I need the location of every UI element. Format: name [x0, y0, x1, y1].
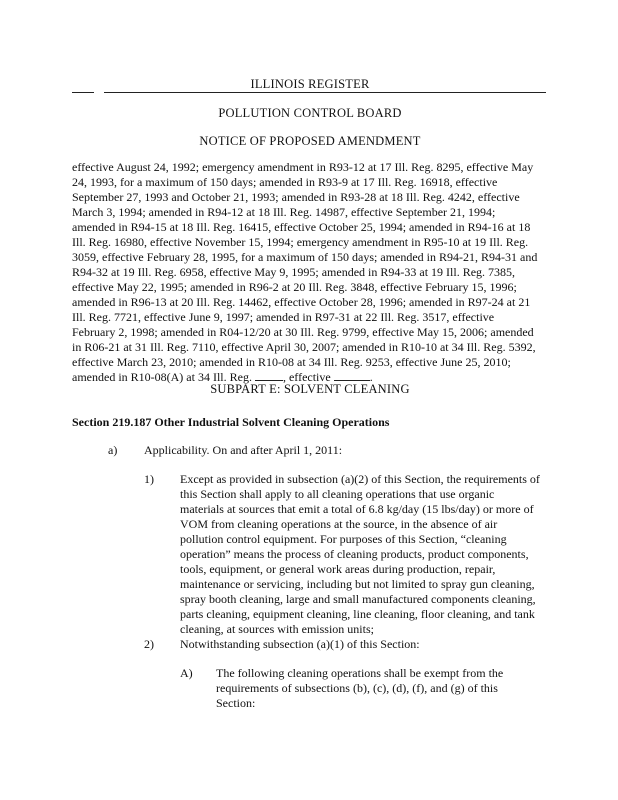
a2A-line: The following cleaning operations shall be exempt from the: [216, 666, 504, 680]
subsection-a1-text: [180, 472, 550, 637]
history-paragraph: [72, 160, 550, 385]
subsection-a1-label: 1): [144, 472, 154, 486]
history-line: effective March 23, 2010; amended in R10-08 at 34 Ill. Reg. 9253, effective June 25, 2010;: [72, 355, 511, 369]
a1-line: Except as provided in subsection (a)(2) of this Section, the requirements of: [180, 472, 540, 486]
a1-line: parts cleaning, equipment cleaning, line cleaning, floor cleaning, and tank: [180, 607, 535, 621]
a1-line: VOM from cleaning operations at the source, in the absence of air: [180, 517, 498, 531]
history-line: February 2, 1998; amended in R04-12/20 at 30 Ill. Reg. 9799, effective May 15, 2006; amended: [72, 325, 534, 339]
subsection-a-label: a): [108, 443, 118, 457]
history-line: in R06-21 at 31 Ill. Reg. 7110, effective April 30, 2007; amended in R10-10 at 34 Ill. Reg. 5392,: [72, 340, 536, 354]
history-line: amended in R94-15 at 18 Ill. Reg. 16415, effective October 25, 1994; amended in R94-16 at 18: [72, 220, 531, 234]
subsection-a2A-text: [216, 666, 536, 711]
history-line: March 3, 1994; amended in R94-12 at 18 Ill. Reg. 14987, effective September 21, 1994;: [72, 205, 496, 219]
register-page-blank: [255, 380, 283, 381]
header-rule-right: [104, 92, 546, 93]
history-line: Ill. Reg. 7721, effective June 9, 1997; amended in R97-31 at 22 Ill. Reg. 3517, effective: [72, 310, 495, 324]
effective-date-blank: [334, 380, 370, 381]
header-rule-left: [72, 92, 94, 93]
history-line: amended in R96-13 at 20 Ill. Reg. 14462, effective October 28, 1996; amended in R97-24 at 21: [72, 295, 531, 309]
a2A-line: Section:: [216, 696, 256, 710]
subsection-a2A-label: A): [180, 666, 193, 680]
a1-line: tools, equipment, or general work areas during production, repair,: [180, 562, 496, 576]
a1-line: spray booth cleaning, large and small manufactured components cleaning,: [180, 592, 536, 606]
register-title: ILLINOIS REGISTER: [250, 77, 370, 91]
a1-line: pollution control equipment. For purposes of this Section, “cleaning: [180, 532, 507, 546]
history-line: effective May 22, 1995; amended in R96-2 at 20 Ill. Reg. 3848, effective February 15, 1996;: [72, 280, 517, 294]
history-line: 3059, effective February 28, 1995, for a maximum of 150 days; amended in R94-21, R94-31 and: [72, 250, 538, 264]
history-last-mid: , effective: [282, 370, 331, 384]
history-line: 24, 1993, for a maximum of 150 days; amended in R93-9 at 17 Ill. Reg. 16918, effective: [72, 175, 498, 189]
a1-line: this Section shall apply to all cleaning operations that use organic: [180, 487, 495, 501]
history-line: R94-32 at 19 Ill. Reg. 6958, effective May 9, 1995; amended in R94-33 at 19 Ill. Reg. 7385,: [72, 265, 516, 279]
subsection-a2-text: Notwithstanding subsection (a)(1) of this Section:: [180, 637, 420, 651]
a1-line: maintenance or servicing, including but not limited to spray gun cleaning,: [180, 577, 535, 591]
history-last-start: amended in R10-08(A) at 34 Ill. Reg.: [72, 370, 252, 384]
a1-line: operation” means the process of cleaning products, product components,: [180, 547, 529, 561]
subsection-a2-label: 2): [144, 637, 154, 651]
section-heading: Section 219.187 Other Industrial Solvent Cleaning Operations: [72, 415, 390, 429]
notice-title: NOTICE OF PROPOSED AMENDMENT: [199, 134, 421, 148]
board-title: POLLUTION CONTROL BOARD: [218, 106, 402, 120]
history-last-end: .: [369, 370, 373, 384]
subsection-a-text: Applicability. On and after April 1, 2011:: [144, 443, 343, 457]
a2A-line: requirements of subsections (b), (c), (d), (f), and (g) of this: [216, 681, 498, 695]
history-line: September 27, 1993 and October 21, 1993; amended in R93-28 at 18 Ill. Reg. 4242, effective: [72, 190, 520, 204]
a1-line: cleaning, at sources with emission units;: [180, 622, 374, 636]
a1-line: materials at sources that emit a total of 6.8 kg/day (15 lbs/day) or more of: [180, 502, 534, 516]
history-line: effective August 24, 1992; emergency amendment in R93-12 at 17 Ill. Reg. 8295, effective May: [72, 160, 534, 174]
history-line: Ill. Reg. 16980, effective November 15, 1994; emergency amendment in R95-10 at 19 Ill. Reg.: [72, 235, 529, 249]
subpart-heading: SUBPART E: SOLVENT CLEANING: [210, 382, 410, 396]
